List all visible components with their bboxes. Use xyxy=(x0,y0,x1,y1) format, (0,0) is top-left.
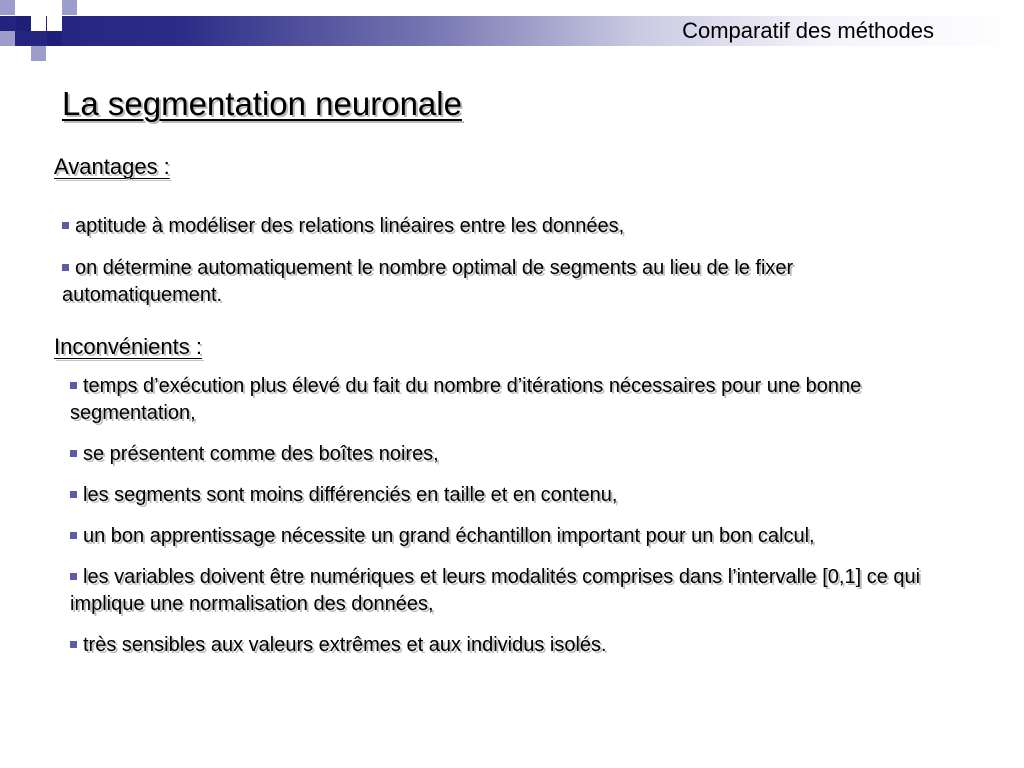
corner-square-light-1 xyxy=(0,0,15,15)
advantage-item xyxy=(62,255,922,309)
corner-square-light-3 xyxy=(0,31,15,46)
corner-square-white-2 xyxy=(47,16,62,31)
small-square-bullet-icon xyxy=(70,573,77,580)
slide-title: La segmentation neuronale xyxy=(62,85,462,122)
drawback-item xyxy=(70,523,930,550)
advantage-item-text: aptitude à modéliser des relations linéaires entre les données, xyxy=(75,215,625,237)
drawbacks-heading: Inconvénients : xyxy=(54,334,202,359)
small-square-bullet-icon xyxy=(62,264,69,271)
advantage-item xyxy=(62,213,922,240)
advantage-item-text: on détermine automatiquement le nombre optimal de segments au lieu de le fixer automatiquement. xyxy=(62,257,794,306)
drawback-item xyxy=(70,632,930,659)
drawback-item-text: les variables doivent être numériques et leurs modalités comprises dans l’intervalle [0,1] ce qui implique une normalisation des données, xyxy=(70,566,921,615)
drawback-item xyxy=(70,564,930,618)
corner-square-light-4 xyxy=(31,46,46,61)
corner-square-light-2 xyxy=(62,0,77,15)
corner-square-white-1 xyxy=(31,16,46,31)
header-title: Comparatif des méthodes xyxy=(682,18,934,43)
drawbacks-list xyxy=(70,373,930,659)
corner-square-navy-2 xyxy=(47,31,62,46)
advantages-heading: Avantages : xyxy=(54,154,170,179)
drawback-item-text: très sensibles aux valeurs extrêmes et aux individus isolés. xyxy=(83,634,607,656)
advantages-list xyxy=(62,213,922,309)
small-square-bullet-icon xyxy=(70,532,77,539)
drawback-item-text: un bon apprentissage nécessite un grand échantillon important pour un bon calcul, xyxy=(83,525,815,547)
small-square-bullet-icon xyxy=(70,382,77,389)
small-square-bullet-icon xyxy=(70,450,77,457)
drawback-item xyxy=(70,373,930,427)
corner-square-navy-1 xyxy=(16,16,31,31)
drawback-item-text: se présentent comme des boîtes noires, xyxy=(83,443,439,465)
drawback-item-text: les segments sont moins différenciés en taille et en contenu, xyxy=(83,484,618,506)
drawback-item-text: temps d’exécution plus élevé du fait du nombre d’itérations nécessaires pour une bonne segmentation, xyxy=(70,375,862,424)
small-square-bullet-icon xyxy=(70,641,77,648)
small-square-bullet-icon xyxy=(70,491,77,498)
small-square-bullet-icon xyxy=(62,222,69,229)
drawback-item xyxy=(70,441,930,468)
drawback-item xyxy=(70,482,930,509)
